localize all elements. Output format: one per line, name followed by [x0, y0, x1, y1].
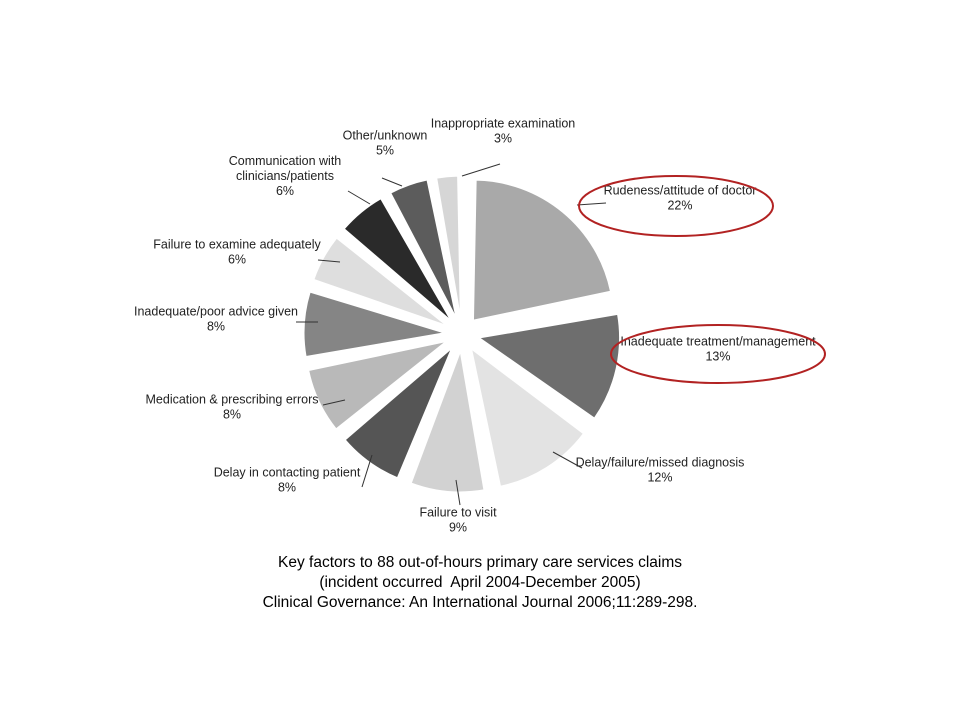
slice-rudeness-attitude-of-doctor	[473, 180, 610, 320]
label-other-unknown: Other/unknown 5%	[342, 128, 428, 158]
label-rudeness-attitude-of-doctor: Rudeness/attitude of doctor 22%	[603, 183, 757, 213]
caption	[0, 553, 960, 613]
label-delay-failure-missed-diagnosis: Delay/failure/missed diagnosis 12%	[575, 455, 745, 485]
leader-other-unknown	[382, 178, 402, 186]
leader-rudeness-attitude-of-doctor	[577, 203, 606, 205]
leader-inappropriate-examination	[462, 164, 500, 176]
caption-line-1: Key factors to 88 out-of-hours primary care services claims	[278, 554, 682, 571]
label-inappropriate-examination: Inappropriate examination 3%	[430, 116, 576, 146]
label-communication-with: Communication with clinicians/patients 6%	[228, 154, 342, 198]
label-medication-prescribing-errors: Medication & prescribing errors 8%	[145, 392, 319, 422]
label-failure-to-visit: Failure to visit 9%	[419, 505, 497, 535]
label-inadequate-treatment-management: Inadequate treatment/management 13%	[620, 334, 816, 364]
caption-line-2: (incident occurred April 2004-December 2005)	[319, 574, 641, 591]
caption-line-3: Clinical Governance: An International Journal 2006;11:289-298.	[262, 594, 698, 611]
pie-slices	[304, 176, 620, 492]
slice-failure-to-visit	[411, 352, 484, 492]
label-delay-in-contacting-patient: Delay in contacting patient 8%	[213, 465, 361, 495]
label-inadequate-poor-advice-given: Inadequate/poor advice given 8%	[133, 304, 299, 334]
leader-communication-with	[348, 191, 370, 204]
label-failure-to-examine-adequately: Failure to examine adequately 6%	[153, 237, 321, 267]
